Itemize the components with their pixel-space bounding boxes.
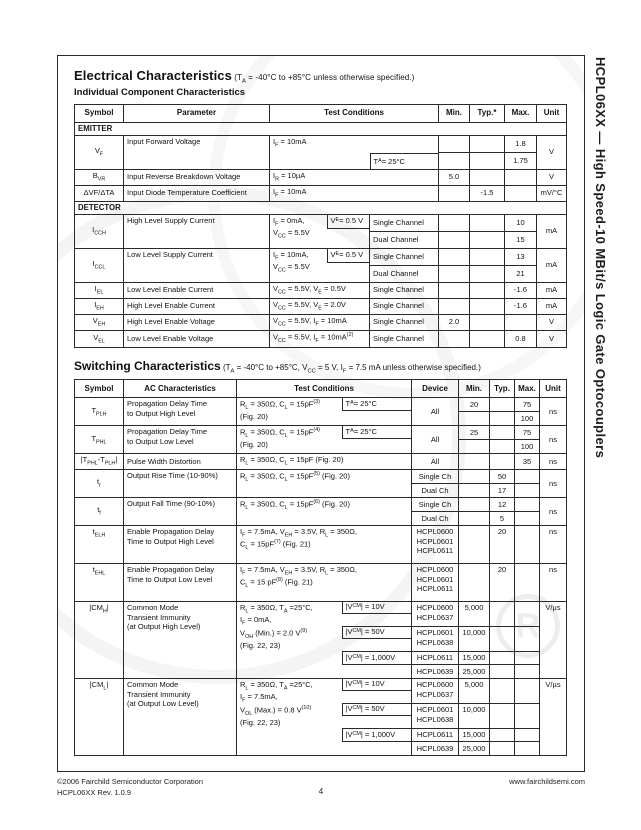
table-row: [75, 469, 567, 483]
table-cell: [490, 398, 515, 412]
condition-box: V E = 0.5 V: [327, 214, 370, 229]
table-cell: 15,000: [459, 651, 490, 664]
table-cell: $V_F$: [75, 135, 124, 169]
table-row: [75, 298, 567, 314]
table-cell: $R_L = 350\Omega$, $T_A =25^\circ C$, $I_F = 7.5mA$, $V_{OL}$ (Max.) = 0.8 $V^{(10)}$ (Fig. 22, 23): [237, 678, 342, 755]
table-cell: V/µs: [540, 601, 567, 678]
table-cell: [470, 330, 505, 347]
table-cell: $I_F = 10mA$: [270, 185, 439, 201]
table-cell: -1.6: [505, 282, 537, 298]
table-row: [75, 122, 567, 135]
table-cell: [439, 214, 470, 231]
table-cell: 10,000: [459, 626, 490, 651]
table-cell: 1.75: [505, 152, 537, 169]
table-cell: Unit: [540, 380, 567, 398]
table-cell: Test Conditions: [270, 104, 439, 122]
table-cell: [470, 248, 505, 265]
table-cell: [515, 626, 540, 651]
table-cell: Single Channel: [370, 214, 439, 231]
table-cell: $t_{EHL}$: [75, 563, 124, 601]
table-row: [75, 497, 567, 511]
table-cell: Parameter: [124, 104, 270, 122]
condition-box: |V CM | = 10V: [342, 601, 412, 614]
electrical-characteristics-table: [74, 104, 567, 348]
table-cell: Single Channel: [370, 248, 439, 265]
condition-box: V E = 0.5 V: [327, 248, 370, 263]
footer-copyright: ©2006 Fairchild Semiconductor Corporation: [57, 777, 204, 786]
table-cell: [490, 626, 515, 651]
table-cell: 2.0: [439, 314, 470, 330]
table-row: [75, 135, 567, 152]
table-cell: Min.: [439, 104, 470, 122]
table-cell: [439, 298, 470, 314]
table-cell: [439, 248, 470, 265]
table-cell: HCPL0600 HCPL0637: [412, 678, 459, 703]
table-cell: mV/°C: [537, 185, 567, 201]
table-cell: $V_{CC} = 5.5V$, $I_F = 10mA^{(2)}$: [270, 330, 370, 347]
table-cell: All: [412, 454, 459, 470]
table-cell: 20: [490, 525, 515, 563]
table-cell: $T_{PHL}$: [75, 426, 124, 454]
table-cell: [515, 741, 540, 755]
table-cell: Dual Channel: [370, 265, 439, 282]
table-cell: 25: [459, 426, 490, 440]
table-cell: $I_{CCL}$: [75, 248, 124, 282]
table-cell: [505, 169, 537, 185]
table-cell: Symbol: [75, 380, 124, 398]
table-cell: [515, 651, 540, 664]
table-cell: Low Level Enable Current: [124, 282, 270, 298]
table-cell: [459, 511, 490, 525]
table-cell: [342, 741, 412, 755]
page-frame: [57, 55, 585, 772]
table-row: [75, 454, 567, 470]
table-cell: $|CM_L|$: [75, 678, 124, 755]
table-cell: Dual Ch: [412, 483, 459, 497]
table-cell: [470, 152, 505, 169]
table-row: [75, 525, 567, 563]
table-cell: Unit: [537, 104, 567, 122]
condition-box: |V CM | = 50V: [342, 703, 412, 716]
table-cell: ns: [540, 525, 567, 563]
table-cell: $I_R = 10\mu A$: [270, 169, 439, 185]
table-cell: $R_L = 350\Omega$, $C_L = 15pF^{(6)}$ (Fig. 20): [237, 497, 412, 525]
table-cell: [490, 741, 515, 755]
table-row: [75, 169, 567, 185]
table-row: [75, 601, 567, 626]
table-cell: EMITTER: [75, 122, 567, 135]
table-cell: $T_{PLH}$: [75, 398, 124, 426]
table-cell: [439, 265, 470, 282]
switching-characteristics-table: [74, 379, 567, 756]
table-cell: [515, 525, 540, 563]
table-cell: 17: [490, 483, 515, 497]
table-cell: [515, 563, 540, 601]
table-cell: Device: [412, 380, 459, 398]
condition-box: |V CM | = 1,000V: [342, 651, 412, 664]
table-cell: [505, 185, 537, 201]
footer-page-number: 4: [318, 787, 324, 796]
table-cell: 0.8: [505, 330, 537, 347]
table-cell: Propagation Delay Time to Output Low Level: [124, 426, 237, 454]
table-cell: ns: [540, 469, 567, 497]
table-row: [75, 185, 567, 201]
table-cell: [490, 664, 515, 678]
table-cell: Input Forward Voltage: [124, 135, 270, 169]
table-cell: Propagation Delay Time to Output High Level: [124, 398, 237, 426]
table-row: [75, 330, 567, 347]
table-cell: 75: [515, 426, 540, 440]
table-cell: $R_L = 350\Omega$, $C_L = 15pF$ (Fig. 20): [237, 454, 412, 470]
table-cell: $B_{VR}$: [75, 169, 124, 185]
table-row: [75, 282, 567, 298]
table-cell: Enable Propagation Delay Time to Output Low Level: [124, 563, 237, 601]
table-cell: HCPL0611: [412, 728, 459, 741]
table-cell: 75: [515, 398, 540, 412]
registered-trademark-icon: R: [496, 594, 560, 658]
section-title-electrical: [74, 68, 584, 85]
table-cell: Common Mode Transient Immunity (at Output High Level): [124, 601, 237, 678]
table-cell: [459, 469, 490, 483]
table-cell: [459, 412, 490, 426]
table-cell: 5,000: [459, 678, 490, 703]
table-cell: [515, 601, 540, 626]
table-cell: High Level Supply Current: [124, 214, 270, 248]
table-cell: Single Channel: [370, 314, 439, 330]
table-cell: ns: [540, 497, 567, 525]
table-cell: HCPL0639: [412, 741, 459, 755]
table-cell: [515, 469, 540, 483]
table-row: [75, 104, 567, 122]
table-cell: [342, 398, 412, 426]
table-cell: Low Level Enable Voltage: [124, 330, 270, 347]
table-cell: 21: [505, 265, 537, 282]
table-cell: $t_{ELH}$: [75, 525, 124, 563]
table-cell: 15,000: [459, 728, 490, 741]
table-cell: HCPL0611: [412, 651, 459, 664]
table-cell: All: [412, 398, 459, 426]
table-cell: Typ.: [490, 380, 515, 398]
table-cell: High Level Enable Current: [124, 298, 270, 314]
table-cell: 25,000: [459, 741, 490, 755]
table-cell: 5.0: [439, 169, 470, 185]
table-cell: [327, 248, 370, 282]
table-cell: [439, 152, 470, 169]
table-cell: [490, 678, 515, 703]
table-cell: HCPL0601 HCPL0638: [412, 626, 459, 651]
table-cell: [470, 298, 505, 314]
table-cell: Max.: [515, 380, 540, 398]
table-row: [75, 214, 567, 231]
table-cell: 100: [515, 412, 540, 426]
table-cell: 10: [505, 214, 537, 231]
table-cell: $I_F = 10mA$, $V_{CC} = 5.5V$: [270, 248, 327, 282]
section-subtitle: Individual Component Characteristics: [74, 86, 246, 98]
table-cell: DETECTOR: [75, 201, 567, 214]
table-cell: [490, 426, 515, 440]
table-cell: $I_{EH}$: [75, 298, 124, 314]
table-cell: $I_F = 0mA$, $V_{CC} = 5.5V$: [270, 214, 327, 248]
table-cell: -1.5: [470, 185, 505, 201]
table-cell: [459, 497, 490, 511]
table-row: [75, 380, 567, 398]
table-cell: HCPL0639: [412, 664, 459, 678]
table-cell: ΔVF/ΔTA: [75, 185, 124, 201]
condition-box: T A = 25°C: [342, 426, 412, 440]
condition-box: T A = 25°C: [342, 398, 412, 412]
table-cell: [470, 314, 505, 330]
table-cell: [515, 664, 540, 678]
table-cell: [342, 626, 412, 651]
table-cell: [439, 330, 470, 347]
table-cell: $t_r$: [75, 469, 124, 497]
table-cell: Single Channel: [370, 330, 439, 347]
table-cell: [439, 135, 470, 152]
table-cell: Max.: [505, 104, 537, 122]
table-cell: [327, 214, 370, 248]
table-cell: Typ.*: [470, 104, 505, 122]
table-row: [75, 678, 567, 703]
table-cell: HCPL0600 HCPL0601 HCPL0611: [412, 563, 459, 601]
table-cell: [470, 214, 505, 231]
table-cell: [342, 728, 412, 741]
table-cell: V: [537, 169, 567, 185]
table-cell: Symbol: [75, 104, 124, 122]
table-cell: [459, 525, 490, 563]
table-cell: ns: [540, 398, 567, 426]
table-cell: [490, 703, 515, 728]
table-cell: [459, 440, 490, 454]
table-cell: [470, 169, 505, 185]
table-cell: [342, 678, 412, 703]
table-cell: [515, 728, 540, 741]
table-cell: [470, 282, 505, 298]
table-cell: Pulse Width Distortion: [124, 454, 237, 470]
table-cell: [515, 678, 540, 703]
table-cell: 25,000: [459, 664, 490, 678]
table-cell: mA: [537, 298, 567, 314]
table-cell: Dual Ch: [412, 511, 459, 525]
table-cell: HCPL0600 HCPL0601 HCPL0611: [412, 525, 459, 563]
table-row: [75, 201, 567, 214]
table-cell: V/µs: [540, 678, 567, 755]
condition-box: |V CM | = 10V: [342, 678, 412, 691]
table-cell: mA: [537, 214, 567, 248]
table-cell: $t_f$: [75, 497, 124, 525]
table-cell: [490, 412, 515, 426]
condition-box: |V CM | = 1,000V: [342, 728, 412, 741]
table-cell: [439, 185, 470, 201]
table-cell: [490, 601, 515, 626]
table-cell: ns: [540, 426, 567, 454]
table-cell: $V_{CC} = 5.5V$, $V_E = 2.0V$: [270, 298, 370, 314]
table-cell: [490, 728, 515, 741]
table-cell: [470, 265, 505, 282]
table-cell: Enable Propagation Delay Time to Output High Level: [124, 525, 237, 563]
table-row: [75, 563, 567, 601]
table-cell: mA: [537, 282, 567, 298]
table-cell: 20: [490, 563, 515, 601]
condition-box: |V CM | = 50V: [342, 626, 412, 639]
table-cell: 10,000: [459, 703, 490, 728]
table-cell: All: [412, 426, 459, 454]
table-cell: 35: [515, 454, 540, 470]
table-cell: AC Characteristics: [124, 380, 237, 398]
table-row: [75, 314, 567, 330]
page-content: [58, 56, 584, 756]
table-cell: [459, 563, 490, 601]
table-cell: $V_{EH}$: [75, 314, 124, 330]
table-row: [75, 398, 567, 412]
table-cell: 1.8: [505, 135, 537, 152]
table-row: [75, 248, 567, 265]
table-cell: 5,000: [459, 601, 490, 626]
table-cell: [342, 664, 412, 678]
table-cell: -1.6: [505, 298, 537, 314]
table-cell: Input Diode Temperature Coefficient: [124, 185, 270, 201]
table-cell: [342, 601, 412, 626]
table-cell: 20: [459, 398, 490, 412]
table-cell: [370, 135, 439, 169]
table-cell: [470, 231, 505, 248]
table-cell: $V_{EL}$: [75, 330, 124, 347]
table-cell: $V_{CC} = 5.5V$, $I_F = 10mA$: [270, 314, 370, 330]
table-cell: [439, 231, 470, 248]
table-cell: Common Mode Transient Immunity (at Output Low Level): [124, 678, 237, 755]
title-conditions-note: ($T_A = -40^\circ C$ to +85°C, $V_{CC} = 5$ V, $I_F = 7.5$ mA unless otherwise specified.): [220, 362, 481, 375]
footer-revision: HCPL06XX Rev. 1.0.9: [57, 787, 132, 797]
table-cell: HCPL0600 HCPL0637: [412, 601, 459, 626]
table-cell: $I_{EL}$: [75, 282, 124, 298]
table-cell: Dual Channel: [370, 231, 439, 248]
table-cell: $|T_{PHL}-T_{PLH}|$: [75, 454, 124, 470]
table-cell: [515, 483, 540, 497]
table-cell: ns: [540, 563, 567, 601]
table-cell: $I_{CCH}$: [75, 214, 124, 248]
table-cell: Single Channel: [370, 282, 439, 298]
table-cell: [470, 135, 505, 152]
table-cell: $R_L = 350\Omega$, $C_L = 15pF^{(3)}$ (Fig. 20): [237, 398, 342, 426]
table-cell: $R_L = 350\Omega$, $T_A =25^\circ C$, $I_F = 0mA$, $V_{OH}$ (Min.) = 2.0 $V^{(9)}$ (Fig. 22, 23): [237, 601, 342, 678]
table-cell: [459, 483, 490, 497]
table-cell: Single Ch: [412, 469, 459, 483]
table-cell: Output Fall Time (90-10%): [124, 497, 237, 525]
table-cell: [342, 651, 412, 664]
table-cell: $I_F = 7.5mA$, $V_{EH} = 3.5V$, $R_L = 350\Omega$, $C_L = 15pF^{(7)}$ (Fig. 21): [237, 525, 412, 563]
table-cell: [342, 426, 412, 454]
table-cell: [490, 651, 515, 664]
table-cell: [515, 511, 540, 525]
table-cell: $R_L = 350\Omega$, $C_L = 15pF^{(5)}$ (Fig. 20): [237, 469, 412, 497]
table-cell: Low Level Supply Current: [124, 248, 270, 282]
table-cell: 13: [505, 248, 537, 265]
table-cell: [515, 497, 540, 511]
table-cell: High Level Enable Voltage: [124, 314, 270, 330]
title-conditions-note: ($T_A = -40^\circ C$ to +85°C unless otherwise specified.): [231, 73, 415, 85]
table-cell: V: [537, 314, 567, 330]
table-cell: V: [537, 135, 567, 169]
footer-website-link[interactable]: www.fairchildsemi.com: [509, 777, 585, 786]
table-cell: $I_F = 10mA$: [270, 135, 370, 169]
table-cell: [342, 703, 412, 728]
table-cell: [505, 314, 537, 330]
table-cell: 12: [490, 497, 515, 511]
table-cell: Input Reverse Breakdown Voltage: [124, 169, 270, 185]
condition-box: T A = 25°C: [370, 153, 439, 170]
table-cell: $R_L = 350\Omega$, $C_L = 15pF^{(4)}$ (Fig. 20): [237, 426, 342, 454]
table-cell: Single Channel: [370, 298, 439, 314]
table-cell: $V_{CC} = 5.5V$, $V_E = 0.5V$: [270, 282, 370, 298]
sidebar-vertical-title: HCPL06XX — High Speed-10 MBit/s Logic Gate Optocouplers: [593, 57, 608, 459]
table-cell: [490, 454, 515, 470]
table-cell: [459, 454, 490, 470]
table-cell: Test Conditions: [237, 380, 412, 398]
table-cell: [439, 282, 470, 298]
section-title-switching: [74, 359, 584, 375]
table-cell: [490, 440, 515, 454]
title-text: Electrical Characteristics: [74, 68, 232, 83]
table-cell: Output Rise Time (10-90%): [124, 469, 237, 497]
table-cell: [515, 703, 540, 728]
table-cell: 15: [505, 231, 537, 248]
table-cell: 5: [490, 511, 515, 525]
table-cell: 50: [490, 469, 515, 483]
table-cell: mA: [537, 248, 567, 282]
title-text: Switching Characteristics: [74, 358, 221, 373]
table-cell: 100: [515, 440, 540, 454]
table-cell: Single Ch: [412, 497, 459, 511]
table-cell: $I_F = 7.5mA$, $V_{EH} = 3.5V$, $R_L = 350\Omega$, $C_L = 15$ $pF^{(8)}$ (Fig. 21): [237, 563, 412, 601]
table-cell: $|CM_H|$: [75, 601, 124, 678]
table-cell: HCPL0601 HCPL0638: [412, 703, 459, 728]
table-cell: Min.: [459, 380, 490, 398]
table-row: [75, 426, 567, 440]
table-cell: ns: [540, 454, 567, 470]
table-cell: V: [537, 330, 567, 347]
